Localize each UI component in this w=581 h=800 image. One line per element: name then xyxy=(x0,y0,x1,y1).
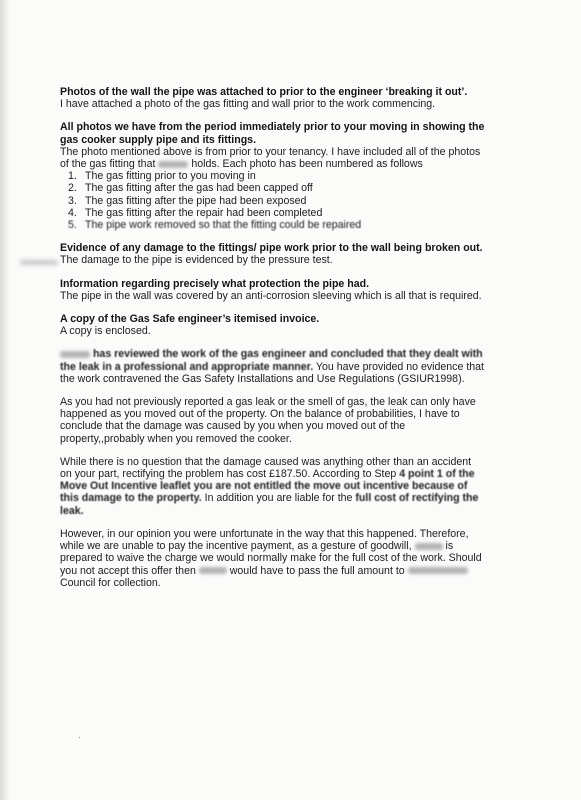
paragraph-cost xyxy=(60,456,485,517)
section-heading: All photos we have from the period immediately prior to your moving in showing the gas cooker supply pipe and its fittings. xyxy=(60,121,485,146)
list-number: 2. xyxy=(68,182,77,195)
list-number: 1. xyxy=(68,170,77,183)
stray-pen-mark: · xyxy=(78,733,81,742)
paragraph-text-part: In addition you are liable for the xyxy=(204,492,353,505)
list-text: The gas fitting prior to you moving in xyxy=(85,170,256,183)
paragraph-text-part: full cost of rectifying the leak. xyxy=(60,492,479,517)
paragraph-offer xyxy=(60,528,485,589)
redacted-name xyxy=(158,161,188,168)
list-text: The pipe work removed so that the fitting could be repaired xyxy=(85,219,362,232)
paragraph-text-part: 4 point 1 of the Move Out Incentive leaflet you are not entitled the move out incentive because of this damage to the property. xyxy=(60,468,475,505)
list-number: 4. xyxy=(68,206,77,219)
list-text: The gas fitting after the gas had been capped off xyxy=(85,182,313,195)
paragraph-text-part: Council for collection. xyxy=(60,576,161,589)
section-body: I have attached a photo of the gas fitting and wall prior to the work commencing. xyxy=(60,98,436,111)
paragraph-text-part: would have to pass the full amount to xyxy=(229,564,405,577)
section-pipe-protection xyxy=(60,278,485,302)
list-item xyxy=(68,170,485,182)
section-heading: Information regarding precisely what protection the pipe had. xyxy=(60,277,370,290)
list-item xyxy=(68,195,485,207)
section-body: A copy is enclosed. xyxy=(60,325,151,338)
list-item xyxy=(68,219,485,231)
section-body-text: The photo mentioned above is from prior to your tenancy. I have included all of the photos of the gas fitting that xyxy=(60,145,481,171)
list-item xyxy=(68,207,485,219)
paragraph-review xyxy=(60,348,485,385)
paragraph-text: As you had not previously reported a gas leak or the smell of gas, the leak can only have happened as you moved out of the property. On the balance of probabilities, I have to conclude that the damage was caused by you when you moved out of the property,,probably when you removed the cooker. xyxy=(60,396,476,445)
list-text: The gas fitting after the repair had been completed xyxy=(85,206,323,219)
paragraph-text xyxy=(60,456,485,517)
section-body: The damage to the pipe is evidenced by the pressure test. xyxy=(60,254,333,267)
paragraph-text-part: has reviewed the work of the gas engineer and concluded that they dealt with the leak in a professional and appropriate manner. xyxy=(60,348,483,373)
paragraph-text xyxy=(60,528,485,589)
letter-body xyxy=(60,86,485,600)
list-item xyxy=(68,182,485,194)
redacted-council-name xyxy=(408,567,468,574)
scan-smudge xyxy=(20,260,58,265)
paragraph-text xyxy=(60,348,485,385)
section-heading: Evidence of any damage to the fittings/ pipe work prior to the wall being broken out. xyxy=(60,242,483,255)
section-wall-photos xyxy=(60,86,485,110)
list-number: 3. xyxy=(68,194,77,207)
paragraph-text-part: However, in our opinion you were unfortunate in the way that this happened. Therefore, while we are unable to pay the incentive payment, as a gesture of goodwill, xyxy=(60,527,469,553)
list-text: The gas fitting after the pipe had been exposed xyxy=(85,194,307,207)
redacted-name xyxy=(415,543,443,550)
section-heading: A copy of the Gas Safe engineer’s itemised invoice. xyxy=(60,313,320,326)
section-body: The pipe in the wall was covered by an anti-corrosion sleeving which is all that is required. xyxy=(60,289,482,302)
redacted-name xyxy=(199,567,227,574)
paragraph-leak xyxy=(60,396,485,445)
redacted-name xyxy=(60,351,90,358)
section-invoice xyxy=(60,313,485,337)
list-number: 5. xyxy=(68,219,77,232)
section-body-text: holds. Each photo has been numbered as follows xyxy=(191,158,423,171)
paragraph-text-part: You have provided no evidence that the work contravened the Gas Safety Installations and Use Regulations (GSIUR1998). xyxy=(60,360,484,385)
section-all-photos xyxy=(60,121,485,231)
section-heading: Photos of the wall the pipe was attached to prior to the engineer ‘breaking it out’. xyxy=(60,86,468,98)
section-damage-evidence xyxy=(60,242,485,266)
scan-edge-shadow xyxy=(0,0,10,800)
paragraph-text-part: is prepared to waive the charge we would normally make for the full cost of the work. Should you not accept this offer then xyxy=(60,540,482,577)
section-body xyxy=(60,146,485,170)
photo-list xyxy=(60,170,485,231)
paragraph-text-part: While there is no question that the damage caused was anything other than an accident on your part, rectifying the problem has cost £187.50. According to Step xyxy=(60,455,472,481)
